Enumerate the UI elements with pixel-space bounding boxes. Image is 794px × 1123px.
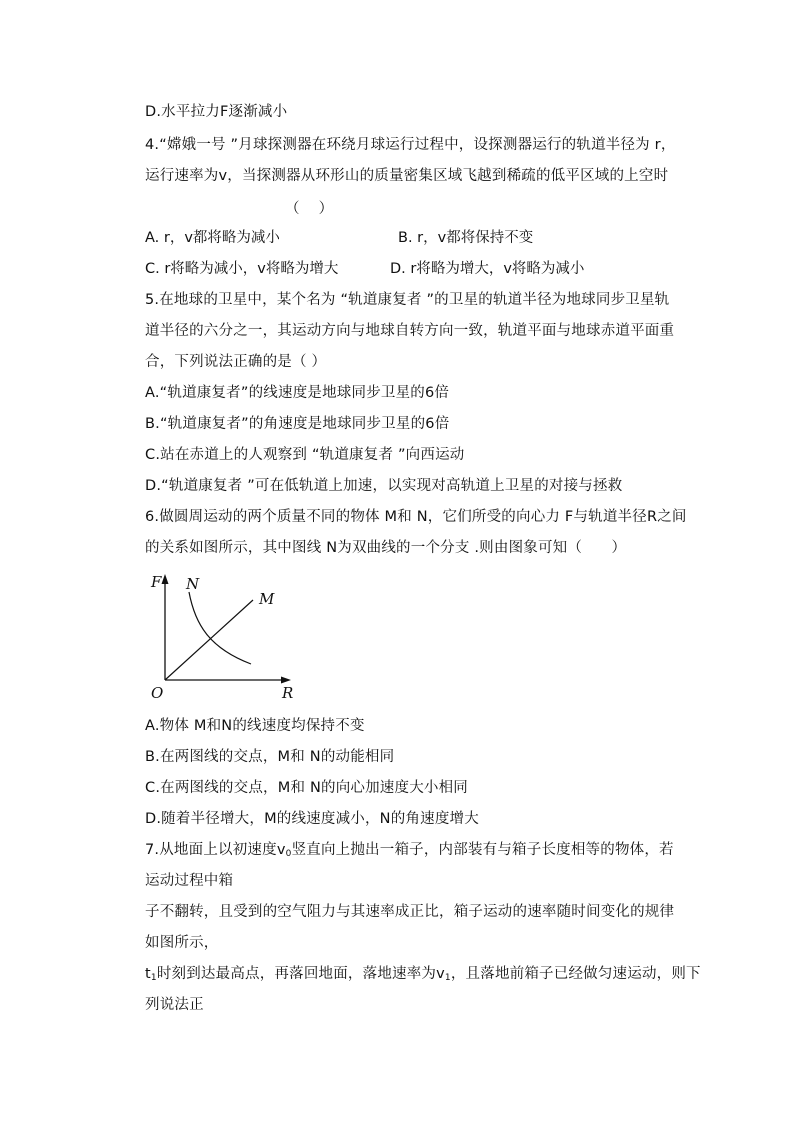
q7-text-part: t (145, 966, 151, 982)
q5-option-c: C.站在赤道上的人观察到 “轨道康复者 ”向西运动 (145, 447, 465, 463)
q4-stem-line-1: 4.“嫦娥一号 ”月球探测器在环绕月球运行过程中，设探测器运行的轨道半径为 r， (145, 137, 676, 153)
q6-stem-line-1: 6.做圆周运动的两个质量不同的物体 M和 N，它们所受的向心力 F与轨道半径R之间 (145, 509, 687, 525)
q5-option-d: D.“轨道康复者 ”可在低轨道上加速，以实现对高轨道上卫星的对接与拯救 (145, 478, 623, 494)
q4-answer-paren: （ ） (285, 201, 334, 217)
q7-subscript: 1 (150, 973, 157, 983)
q6-stem-line-2: 的关系如图所示，其中图线 N为双曲线的一个分支 .则由图象可知（ ） (145, 540, 627, 556)
q4-option-d: D. r将略为增大，v将略为减小 (390, 261, 585, 277)
q7-text-part: 竖直向上抛出一箱子，内部装有与箱子长度相等的物体，若 (291, 842, 674, 858)
q5-option-a: A.“轨道康复者”的线速度是地球同步卫星的6倍 (145, 385, 450, 401)
q6-option-b: B.在两图线的交点，M和 N的动能相同 (145, 749, 395, 765)
q5-stem-line-3: 合，下列说法正确的是（ ） (145, 354, 327, 370)
q7-stem-line-6: 列说法正 (145, 997, 204, 1013)
curve-n (189, 592, 251, 664)
q7-text-part: ，且落地前箱子已经做匀速运动，则下 (450, 966, 701, 982)
q6-option-c: C.在两图线的交点，M和 N的向心加速度大小相同 (145, 780, 468, 796)
q5-stem-line-1: 5.在地球的卫星中，某个名为 “轨道康复者 ”的卫星的轨道半径为地球同步卫星轨 (145, 292, 670, 308)
q6-option-d: D.随着半径增大，M的线速度减小，N的角速度增大 (145, 811, 479, 827)
q4-option-a: A. r，v都将略为减小 (145, 230, 280, 246)
q7-subscript: 1 (444, 973, 451, 983)
q5-stem-line-2: 道半径的六分之一，其运动方向与地球自转方向一致，轨道平面与地球赤道平面重 (145, 323, 675, 339)
origin-label: O (151, 684, 164, 702)
q7-stem-line-4: 如图所示， (145, 935, 219, 951)
q7-stem-line-3: 子不翻转，且受到的空气阻力与其速率成正比，箱子运动的速率随时间变化的规律 (145, 904, 675, 920)
line-m (165, 600, 253, 680)
q7-text-part: 时刻到达最高点，再落回地面，落地速率为v (156, 966, 445, 982)
q4-stem-line-2: 运行速率为v，当探测器从环形山的质量密集区域飞越到稀疏的低平区域的上空时 (145, 168, 669, 184)
q7-stem-line-1 (145, 840, 674, 864)
q4-option-b: B. r，v都将保持不变 (398, 230, 534, 246)
q4-option-c: C. r将略为减小，v将略为增大 (145, 261, 339, 277)
y-axis-label: F (151, 573, 162, 591)
prev-question-option-d: D.水平拉力F逐渐减小 (145, 104, 288, 120)
q5-option-b: B.“轨道康复者”的角速度是地球同步卫星的6倍 (145, 416, 450, 432)
curve-n-label: N (186, 575, 200, 593)
force-radius-graph (145, 572, 305, 706)
q7-stem-line-2: 运动过程中箱 (145, 873, 234, 889)
q7-stem-line-5 (145, 964, 701, 988)
line-m-label: M (259, 590, 275, 608)
x-axis-arrow (281, 677, 291, 684)
x-axis-label: R (282, 684, 294, 702)
y-axis-arrow (162, 574, 169, 584)
q7-subscript: 0 (285, 849, 292, 859)
q6-option-a: A.物体 M和N的线速度均保持不变 (145, 718, 365, 734)
q7-text-part: 7.从地面上以初速度v (145, 842, 286, 858)
